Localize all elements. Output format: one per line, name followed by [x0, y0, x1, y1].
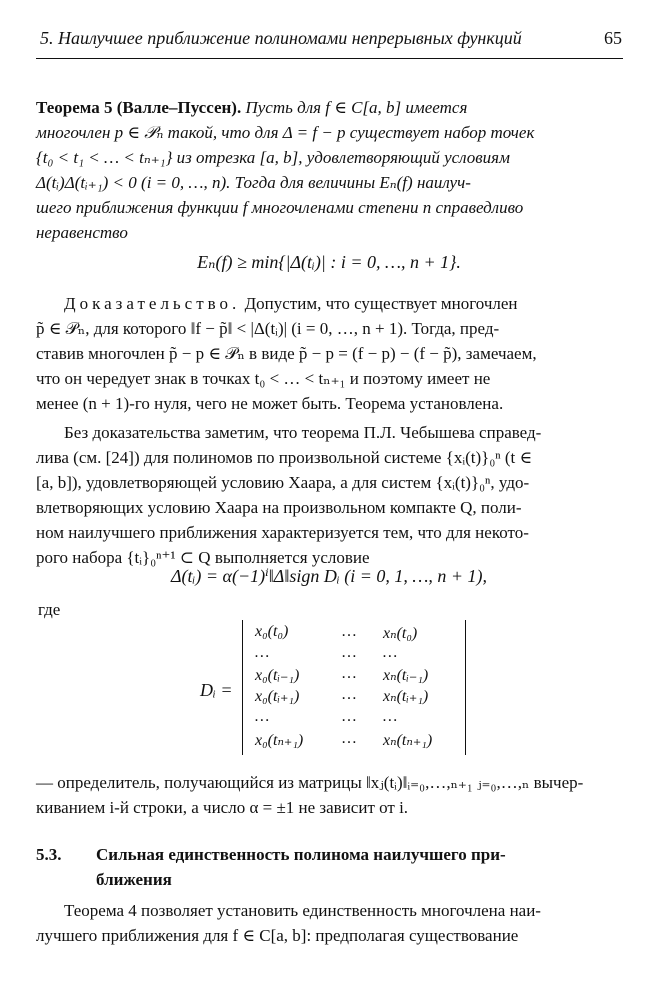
theorem-line: Δ(tᵢ)Δ(tᵢ₊₁) < 0 (i = 0, …, n). Тогда для величины Eₙ(f) наилуч- [36, 173, 471, 192]
condition-formula: Δ(tᵢ) = α(−1)ⁱ‖Δ‖sign Dᵢ (i = 0, 1, …, n + 1), [170, 566, 488, 586]
section-title-line: Сильная единственность полинома наилучшего при- [96, 845, 506, 864]
theorem-line: Теорема 5 (Валле–Пуссен). Пусть для f ∈ C[a, b] имеется [36, 98, 468, 117]
determinant-explanation [36, 770, 622, 820]
theorem-line: {t₀ < t₁ < … < tₙ₊₁} из отрезка [a, b], удовлетворяющий условиям [36, 148, 510, 167]
proof-line: p̃ ∈ 𝒫ₙ, для которого ‖f − p̃‖ < |Δ(tᵢ)| (i = 0, …, n + 1). Тогда, пред- [36, 319, 500, 338]
theorem-formula: Eₙ(f) ≥ min{|Δ(tᵢ)| : i = 0, …, n + 1}. [197, 252, 461, 272]
theorem-label: Теорема 5 (Валле–Пуссен). [36, 98, 242, 117]
proof-line: Доказательство. Допустим, что существует многочлен [64, 294, 518, 313]
remark-line: Без доказательства заметим, что теорема П.Л. Чебышева справед- [64, 423, 542, 442]
final-line: лучшего приближения для f ∈ C[a, b]: предполагая существование [36, 926, 519, 945]
running-header [40, 28, 622, 58]
final-paragraph [36, 898, 622, 948]
where-word: где [38, 600, 61, 619]
remark-line: лива (см. [24]) для полиномов по произвольной системе {xᵢ(t)}₀ⁿ (t ∈ [36, 448, 533, 467]
proof-line: ставив многочлен p̃ − p ∈ 𝒫ₙ в виде p̃ − p = (f − p) − (f − p̃), замечаем, [36, 344, 537, 363]
running-title: 5. Наилучшее приближение полиномами непрерывных функций [40, 28, 522, 48]
explanation-line: — определитель, получающийся из матрицы ‖xⱼ(tᵢ)‖ᵢ₌₀,…,ₙ₊₁ ⱼ₌₀,…,ₙ вычер- [36, 773, 584, 792]
explanation-line: киванием i-й строки, а число α = ±1 не зависит от i. [36, 798, 409, 817]
header-rule [36, 58, 623, 59]
proof-label: Доказательство. [64, 294, 241, 313]
theorem-line: многочлен p ∈ 𝒫ₙ такой, что для Δ = f − p существует набор точек [36, 123, 535, 142]
page-number: 65 [604, 28, 622, 48]
final-line: Теорема 4 позволяет установить единственность многочлена наи- [64, 901, 541, 920]
proof-line: что он чередует знак в точках t₀ < … < tₙ₊₁ и поэтому имеет не [36, 369, 491, 388]
remark-line: рого набора {tᵢ}₀ⁿ⁺¹ ⊂ Q выполняется условие [36, 548, 370, 567]
remark-line: влетворяющих условию Хаара на произвольном компакте Q, поли- [36, 498, 522, 517]
remark-line: [a, b]), удовлетворяющей условию Хаара, а для систем {xᵢ(t)}₀ⁿ, удо- [36, 473, 530, 492]
remark-line: ном наилучшего приближения характеризуется тем, что для некото- [36, 523, 529, 542]
theorem-line: неравенство [36, 223, 128, 242]
section-heading [36, 842, 622, 892]
theorem-line: шего приближения функции f многочленами степени n справедливо [36, 198, 524, 217]
determinant-matrix: x₀(t₀) … xₙ(t₀) … … … x₀(tᵢ₋₁) … xₙ(tᵢ₋₁) x₀(tᵢ₊₁) … xₙ(tᵢ₊₁) … … … x₀(tₙ₊₁) … xₙ(tₙ₊₁) [242, 620, 466, 755]
proof-block [36, 291, 622, 416]
determinant-label: Dᵢ = [200, 680, 233, 700]
section-title-line: ближения [96, 870, 172, 889]
remark-block [36, 420, 622, 570]
theorem-block [36, 95, 622, 245]
proof-line: менее (n + 1)-го нуля, чего не может быть. Теорема установлена. [36, 394, 504, 413]
section-number: 5.3. [36, 845, 62, 864]
